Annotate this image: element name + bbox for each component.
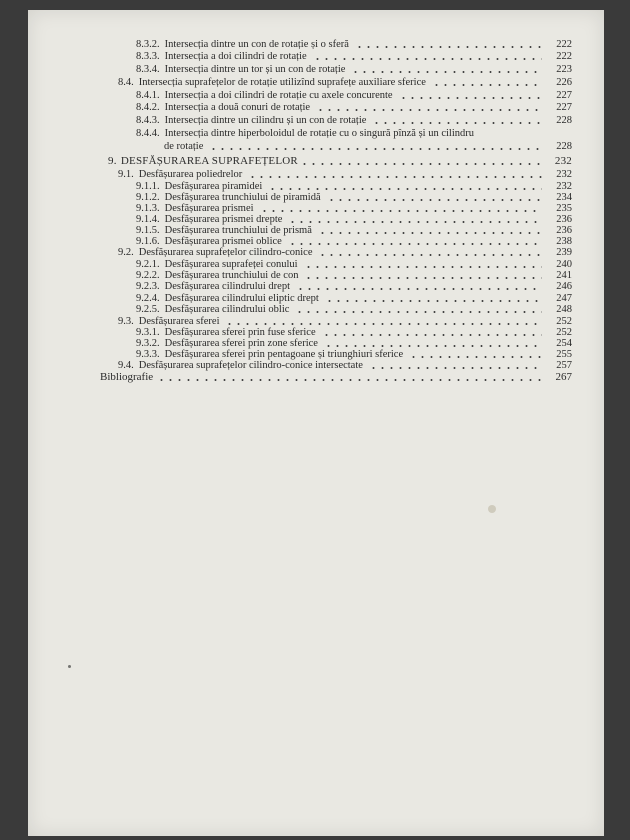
paper-stain xyxy=(68,665,71,668)
toc-entry-page: 234 xyxy=(556,192,572,203)
toc-entry-number: 9.2.1. xyxy=(136,259,160,270)
dot-leader xyxy=(327,198,542,202)
dot-leader xyxy=(409,355,542,359)
dot-leader xyxy=(322,333,542,337)
table-of-contents xyxy=(28,10,604,836)
toc-entry-page: 267 xyxy=(555,371,572,383)
toc-entry-title: Intersecția dintre un cilindru și un con de rotație xyxy=(164,115,367,126)
toc-entry-page: 255 xyxy=(556,349,572,360)
dot-leader xyxy=(296,287,542,291)
dot-leader xyxy=(369,366,542,370)
toc-entry-number: 9.3. xyxy=(118,316,134,327)
toc-entry-number: 9.4. xyxy=(118,360,134,371)
toc-entry-page: 239 xyxy=(556,247,572,258)
toc-entry-number: 9.1.2. xyxy=(136,192,160,203)
dot-leader xyxy=(295,310,542,314)
toc-entry-title: Desfășurarea poliedrelor xyxy=(138,169,243,180)
toc-entry-page: 240 xyxy=(556,259,572,270)
toc-entry-page: 257 xyxy=(556,360,572,371)
toc-entry-page: 227 xyxy=(556,90,572,101)
toc-entry-number: 9.1.4. xyxy=(136,214,160,225)
toc-entry-number: 8.4. xyxy=(118,77,134,88)
toc-entry-number: 9. xyxy=(108,155,117,167)
toc-entry-page: 252 xyxy=(556,327,572,338)
toc-entry-number: 9.2.3. xyxy=(136,281,160,292)
toc-entry-page: 232 xyxy=(554,155,572,167)
toc-entry-number: 8.3.2. xyxy=(136,39,160,50)
toc-entry-number: 9.3.2. xyxy=(136,338,160,349)
toc-entry-title: Desfășurarea suprafețelor cilindro-conice intersectate xyxy=(138,360,363,371)
toc-entry-number: 9.1.1. xyxy=(136,181,160,192)
toc-entry-number: 8.4.2. xyxy=(136,102,160,113)
dot-leader xyxy=(318,253,542,257)
dot-leader xyxy=(300,162,542,166)
dot-leader xyxy=(288,242,542,246)
toc-entry-page: 236 xyxy=(556,214,572,225)
dot-leader xyxy=(351,70,542,74)
toc-entry-title: Intersecția a doi cilindri de rotație cu axele concurente xyxy=(164,90,393,101)
toc-entry-title: Desfășurarea sferei prin zone sferice xyxy=(164,338,318,349)
toc-entry-page: 227 xyxy=(556,102,572,113)
toc-entry-title: Desfășurarea sferei prin fuse sferice xyxy=(164,327,316,338)
toc-entry-number: 9.1.6. xyxy=(136,236,160,247)
toc-entry-title: Desfășurarea trunchiului de piramidă xyxy=(164,192,321,203)
toc-entry-page: 232 xyxy=(556,169,572,180)
toc-entry-number: 8.3.4. xyxy=(136,64,160,75)
toc-entry-number: 9.1. xyxy=(118,169,134,180)
toc-entry-title: Intersecția a doi cilindri de rotație xyxy=(164,51,307,62)
toc-entry-title: Desfășurarea cilindrului eliptic drept xyxy=(164,293,319,304)
toc-entry-page: 248 xyxy=(556,304,572,315)
toc-entry-title: Desfășurarea cilindrului drept xyxy=(164,281,290,292)
dot-leader xyxy=(248,175,542,179)
toc-entry-number: 9.3.1. xyxy=(136,327,160,338)
toc-entry-title: Desfășurarea prismei xyxy=(164,203,254,214)
toc-entry-page: 252 xyxy=(556,316,572,327)
toc-entry-page: 228 xyxy=(556,141,572,152)
dot-leader xyxy=(432,83,542,87)
dot-leader xyxy=(304,276,542,280)
toc-entry-number: 9.3.3. xyxy=(136,349,160,360)
dot-leader xyxy=(325,299,542,303)
dot-leader xyxy=(372,121,542,125)
toc-entry-title: Desfășurarea trunchiului de prismă xyxy=(164,225,312,236)
toc-entry-title: Desfășurarea prismei oblice xyxy=(164,236,282,247)
toc-entry-title: Desfășurarea sferei xyxy=(138,316,220,327)
toc-entry-title: Desfășurarea trunchiului de con xyxy=(164,270,299,281)
toc-entry-number: 8.4.4. xyxy=(136,128,160,139)
dot-leader xyxy=(318,231,542,235)
toc-entry-page: 246 xyxy=(556,281,572,292)
toc-entry-page: 235 xyxy=(556,203,572,214)
toc-entry-number: 8.4.1. xyxy=(136,90,160,101)
toc-entry-page: 232 xyxy=(556,181,572,192)
toc-entry-number: 9.2.2. xyxy=(136,270,160,281)
toc-entry-page: 222 xyxy=(556,39,572,50)
dot-leader xyxy=(355,45,542,49)
toc-entry-title: Intersecția dintre hiperboloidul de rotație cu o singură pînză și un cilindru xyxy=(164,128,474,139)
toc-entry-number: 9.2.4. xyxy=(136,293,160,304)
toc-entry-title: Intersecția dintre un tor și un con de rotație xyxy=(164,64,346,75)
toc-entry-page: 241 xyxy=(556,270,572,281)
toc-entry-page: 226 xyxy=(556,77,572,88)
toc-entry-page: 223 xyxy=(556,64,572,75)
toc-entry-title: Desfășurarea piramidei xyxy=(164,181,263,192)
toc-entry-title: Desfășurarea sferei prin pentagoane și triunghiuri sferice xyxy=(164,349,404,360)
paper-stain xyxy=(488,505,496,513)
toc-entry-page: 254 xyxy=(556,338,572,349)
dot-leader xyxy=(157,378,542,382)
dot-leader xyxy=(209,147,542,151)
toc-entry-title: Intersecția suprafețelor de rotație utilizînd suprafețe auxiliare sferice xyxy=(138,77,426,88)
toc-entry-page: 247 xyxy=(556,293,572,304)
dot-leader xyxy=(316,108,542,112)
toc-entry-number: 9.2. xyxy=(118,247,134,258)
toc-entry-title: Desfășurarea suprafețelor cilindro-conice xyxy=(138,247,313,258)
dot-leader xyxy=(288,220,542,224)
toc-entry-page: 228 xyxy=(556,115,572,126)
toc-entry-title: Intersecția a două conuri de rotație xyxy=(164,102,311,113)
dot-leader xyxy=(304,265,542,269)
toc-entry-page: 236 xyxy=(556,225,572,236)
toc-entry-number: 9.2.5. xyxy=(136,304,160,315)
toc-entry-page: 238 xyxy=(556,236,572,247)
book-page xyxy=(28,10,604,836)
toc-entry-number: 9.1.5. xyxy=(136,225,160,236)
toc-entry-title: Desfășurarea cilindrului oblic xyxy=(164,304,290,315)
toc-entry-title: Intersecția dintre un con de rotație și o sferă xyxy=(164,39,349,50)
toc-entry-title: DESFĂȘURAREA SUPRAFEȚELOR xyxy=(120,155,298,167)
dot-leader xyxy=(313,57,542,61)
toc-entry-page: 222 xyxy=(556,51,572,62)
toc-entry-title: de rotație xyxy=(164,141,204,152)
toc-entry-number: 9.1.3. xyxy=(136,203,160,214)
toc-entry-number: 8.4.3. xyxy=(136,115,160,126)
dot-leader xyxy=(260,209,542,213)
dot-leader xyxy=(399,96,542,100)
toc-entry-title: Bibliografie xyxy=(100,371,154,383)
toc-entry-title: Desfășurarea suprafeței conului xyxy=(164,259,298,270)
toc-entry-number: 8.3.3. xyxy=(136,51,160,62)
toc-entry-title: Desfășurarea prismei drepte xyxy=(164,214,283,225)
